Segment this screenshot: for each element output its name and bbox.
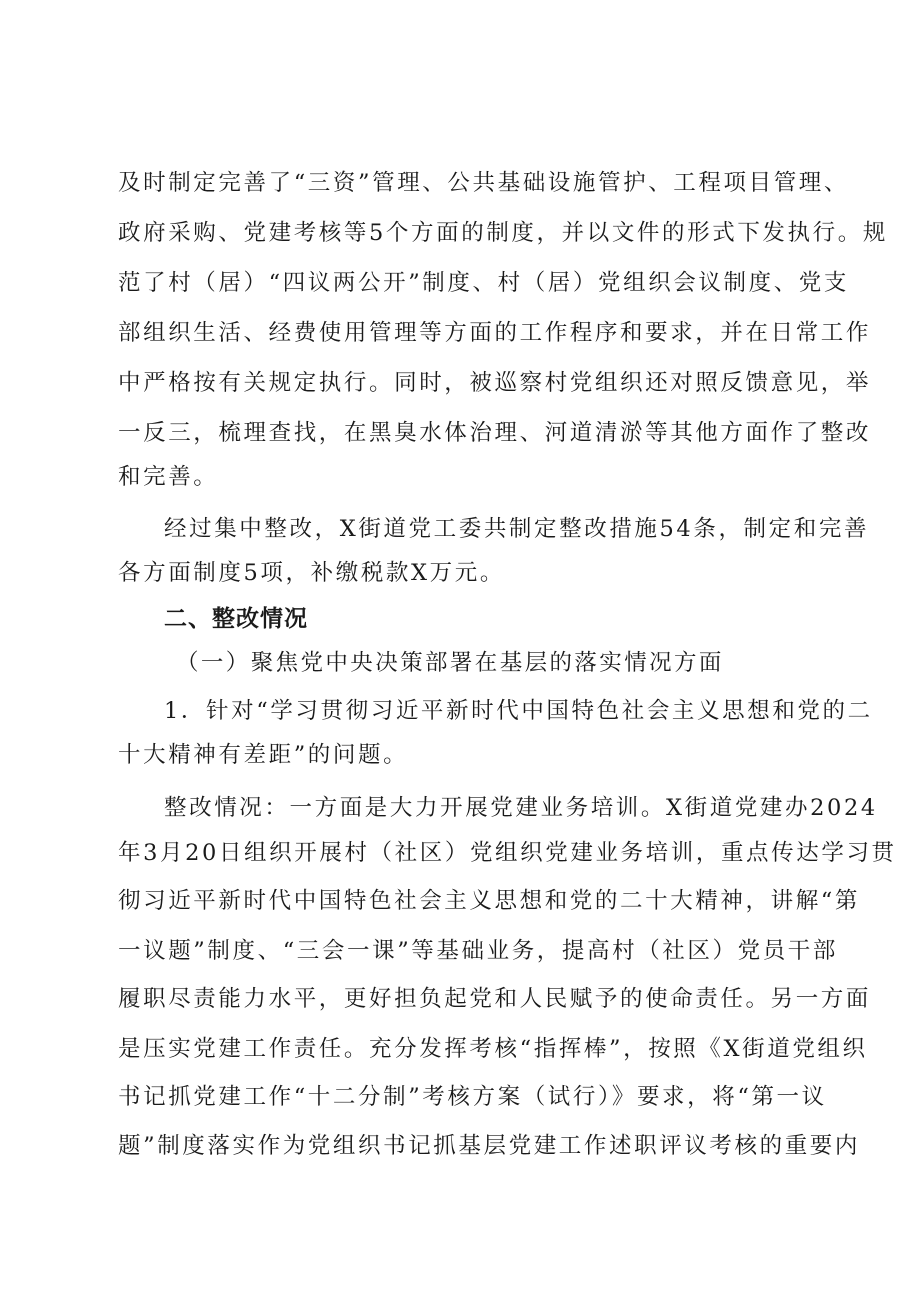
paragraph-line: 一议题”制度、“三会一课”等基础业务，提高村（社区）党员干部 [118,938,839,964]
paragraph-line: 整改情况：一方面是大力开展党建业务培训。X街道党建办2024 [164,795,878,821]
paragraph-line: 题”制度落实作为党组织书记抓基层党建工作述职评议考核的重要内 [118,1133,861,1159]
paragraph-line: 政府采购、党建考核等5个方面的制度，并以文件的形式下发执行。规 [118,220,888,246]
paragraph-line: 是压实党建工作责任。充分发挥考核“指挥棒”，按照《X街道党组织 [118,1036,868,1062]
paragraph-line: 中严格按有关规定执行。同时，被巡察村党组织还对照反馈意见，举 [118,370,872,396]
paragraph-line: 十大精神有差距”的问题。 [118,742,409,768]
paragraph-line: 各方面制度5项，补缴税款X万元。 [118,560,505,586]
paragraph-line: 经过集中整改，X街道党工委共制定整改措施54条，制定和完善 [164,516,870,542]
paragraph-line: 年3月20日组织开展村（社区）党组织党建业务培训，重点传达学习贯 [118,840,897,866]
paragraph-line: 彻习近平新时代中国特色社会主义思想和党的二十大精神，讲解“第 [118,888,861,914]
section-heading: 二、整改情况 [164,606,308,632]
paragraph-line: 范了村（居）“四议两公开”制度、村（居）党组织会议制度、党支 [118,270,850,296]
paragraph-line: 履职尽责能力水平，更好担负起党和人民赋予的使命责任。另一方面 [118,986,872,1012]
paragraph-line: 1．针对“学习贯彻习近平新时代中国特色社会主义思想和党的二 [164,698,873,724]
subsection-heading: （一）聚焦党中央决策部署在基层的落实情况方面 [176,650,724,676]
paragraph-line: 一反三，梳理查找，在黑臭水体治理、河道清淤等其他方面作了整改 [118,420,872,446]
paragraph-line: 和完善。 [118,464,219,490]
paragraph-line: 部组织生活、经费使用管理等方面的工作程序和要求，并在日常工作 [118,320,872,346]
paragraph-line: 书记抓党建工作“十二分制”考核方案（试行）》要求，将“第一议 [118,1084,827,1110]
paragraph-line: 及时制定完善了“三资”管理、公共基础设施管护、工程项目管理、 [118,170,850,196]
